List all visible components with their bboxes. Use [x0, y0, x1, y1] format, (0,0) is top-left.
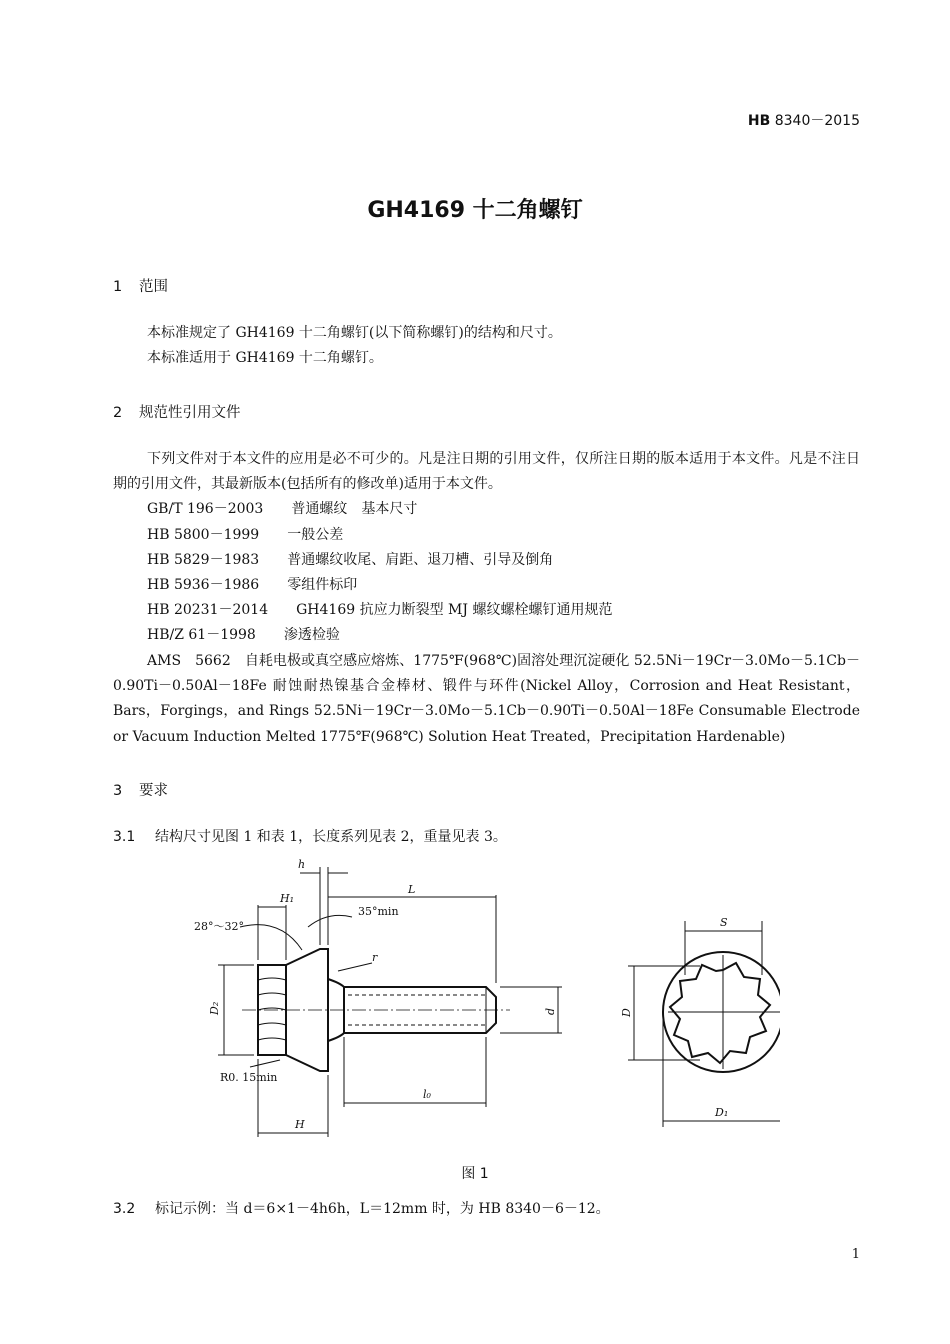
page-number: 1 — [851, 1247, 860, 1262]
label-L: L — [408, 883, 416, 896]
angle-arc-flange — [308, 915, 352, 927]
ref-item-ams: AMS 5662 自耗电极或真空感应熔炼、1775℉(968℃)固溶处理沉淀硬化 52.5Ni－19Cr－3.0Mo－5.1Cb－0.90Ti－0.50Al－18Fe 耐蚀耐热镍基合金棒材、锻件与环件(Nickel Alloy，Corrosion and Heat Resistant，Bars，Forgings，and Rings 52.5Ni－19Cr－3.0Mo－5.1Cb－0.90Ti－0.50Al－18Fe Consumable Electrode or Vacuum Induction Melted 1775℉(968℃) Solution Heat Treated，Precipitation Hardenable) — [113, 653, 860, 745]
figure-1-drawing — [180, 855, 780, 1145]
label-l0: l₀ — [423, 1088, 431, 1101]
section-2-heading: 2 规范性引用文件 — [113, 405, 241, 421]
label-D: D — [620, 1008, 633, 1017]
ref-item: HB 20231－2014 GH4169 抗应力断裂型 MJ 螺纹螺栓螺钉通用规范 — [147, 602, 613, 618]
twelve-point-profile — [670, 963, 770, 1063]
label-r: r — [372, 951, 378, 964]
label-S: S — [720, 916, 728, 929]
label-H: H — [295, 1118, 305, 1131]
leader-r — [338, 963, 372, 971]
standard-number: HB 8340－2015 — [747, 113, 860, 129]
label-H1: H₁ — [280, 892, 295, 905]
head-flutes — [258, 978, 286, 1040]
scope-line-2: 本标准适用于 GH4169 十二角螺钉。 — [147, 350, 383, 366]
label-D2: D₂ — [208, 1001, 221, 1015]
ref-item: HB 5829－1983 普通螺纹收尾、肩距、退刀槽、引导及倒角 — [147, 552, 554, 568]
scope-line-1: 本标准规定了 GH4169 十二角螺钉(以下简称螺钉)的结构和尺寸。 — [147, 325, 562, 341]
leader-R — [250, 1060, 280, 1067]
label-angle2: 35°min — [358, 905, 399, 918]
clause-3-2: 3.2 标记示例：当 d＝6×1－4h6h，L＝12mm 时，为 HB 8340－6－12。 — [113, 1201, 610, 1217]
ref-item: GB/T 196－2003 普通螺纹 基本尺寸 — [147, 501, 418, 517]
label-angle1: 28°～32° — [194, 920, 244, 933]
ref-item: HB 5936－1986 零组件标印 — [147, 577, 358, 593]
normative-intro: 下列文件对于本文件的应用是必不可少的。凡是注日期的引用文件，仅所注日期的版本适用于本文件。凡是不注日期的引用文件，其最新版本(包括所有的修改单)适用于本文件。 — [113, 451, 860, 493]
label-R: R0. 15min — [220, 1071, 278, 1084]
page-title: GH4169 十二角螺钉 — [367, 198, 583, 223]
ref-item: HB 5800－1999 一般公差 — [147, 527, 344, 543]
clause-3-1: 3.1 结构尺寸见图 1 和表 1，长度系列见表 2，重量见表 3。 — [113, 829, 507, 845]
angle-arc-head — [240, 925, 302, 950]
label-D1: D₁ — [715, 1106, 729, 1119]
figure-caption: 图 1 — [461, 1166, 489, 1182]
label-h: h — [298, 858, 306, 871]
ref-item: HB/Z 61－1998 渗透检验 — [147, 627, 340, 643]
section-3-heading: 3 要求 — [113, 783, 168, 799]
label-d: d — [544, 1007, 557, 1015]
section-1-heading: 1 范围 — [113, 279, 168, 295]
